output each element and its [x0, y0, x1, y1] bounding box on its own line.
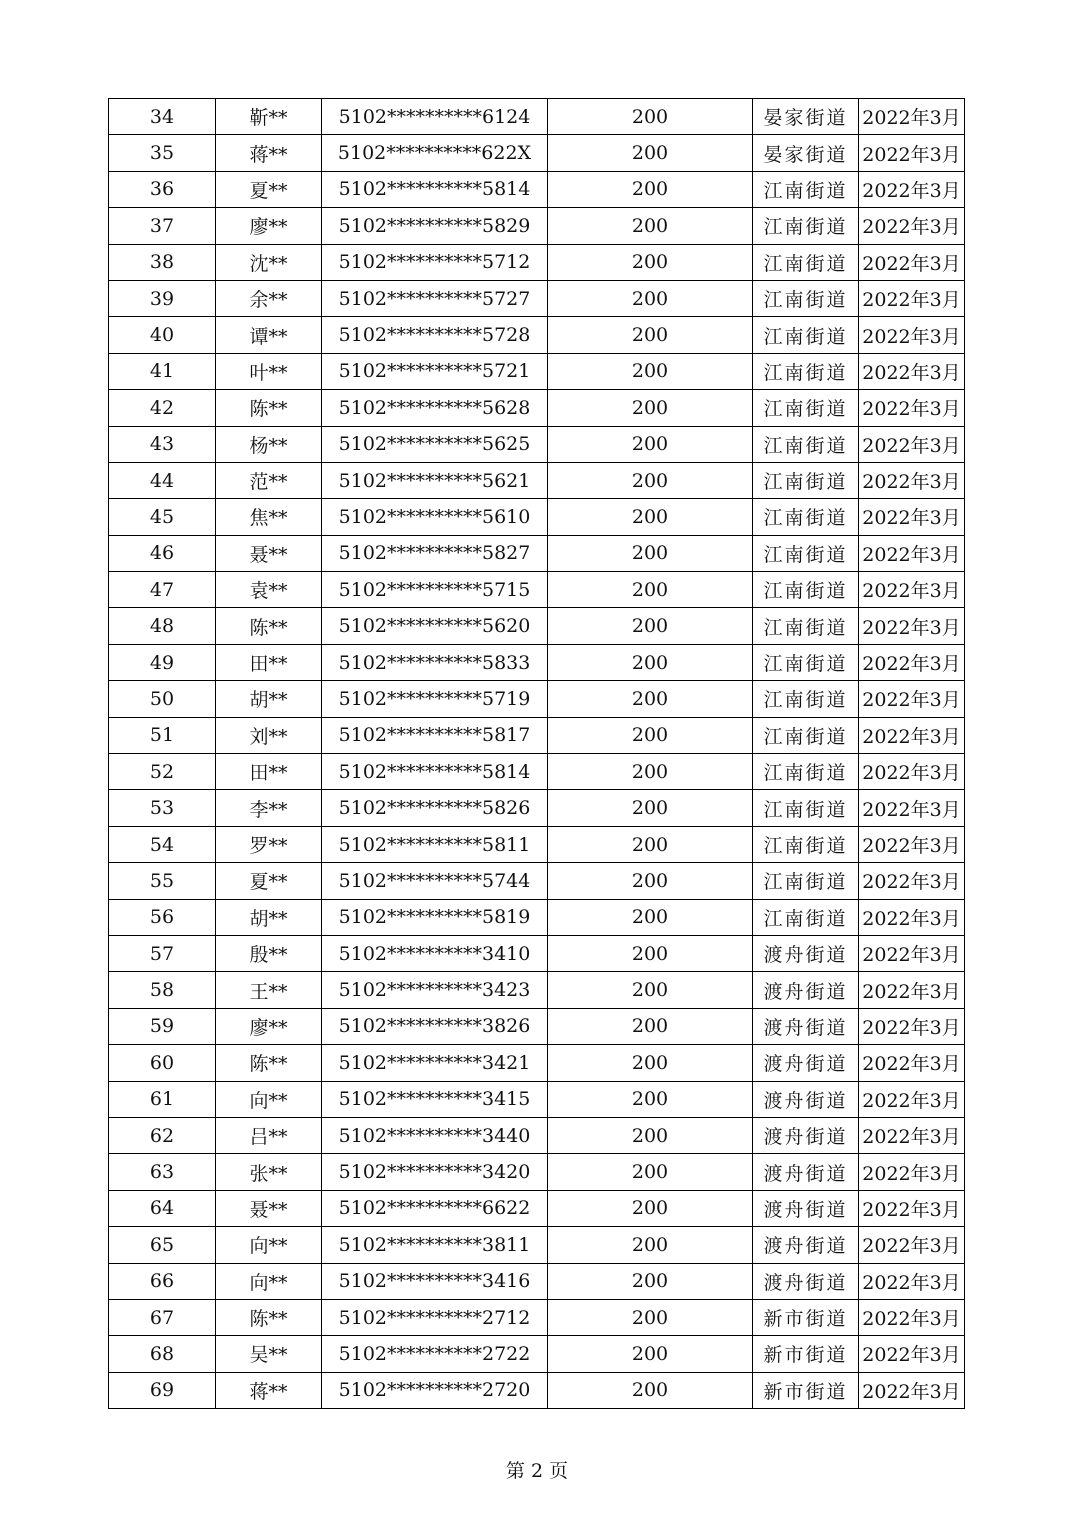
cell-id-number: 5102**********5817 [322, 717, 548, 753]
cell-id-number: 5102**********6622 [322, 1190, 548, 1226]
cell-name: 蒋** [216, 1372, 322, 1408]
cell-amount: 200 [548, 99, 753, 135]
table-row [109, 1008, 965, 1044]
cell-date: 2022年3月 [859, 426, 965, 462]
cell-id-number: 5102**********5811 [322, 826, 548, 862]
cell-name: 聂** [216, 535, 322, 571]
cell-amount: 200 [548, 1008, 753, 1044]
cell-index: 45 [109, 499, 216, 535]
cell-id-number: 5102**********5620 [322, 608, 548, 644]
cell-id-number: 5102**********3423 [322, 972, 548, 1008]
table-row [109, 499, 965, 535]
cell-index: 64 [109, 1190, 216, 1226]
cell-street: 渡舟街道 [753, 1263, 859, 1299]
cell-id-number: 5102**********2712 [322, 1299, 548, 1335]
cell-street: 江南街道 [753, 317, 859, 353]
cell-name: 陈** [216, 1299, 322, 1335]
cell-id-number: 5102**********3420 [322, 1154, 548, 1190]
cell-amount: 200 [548, 499, 753, 535]
cell-index: 52 [109, 754, 216, 790]
table-row [109, 1117, 965, 1153]
table-row [109, 1263, 965, 1299]
cell-date: 2022年3月 [859, 280, 965, 316]
table-row [109, 608, 965, 644]
table-row [109, 1154, 965, 1190]
cell-name: 杨** [216, 426, 322, 462]
cell-date: 2022年3月 [859, 1263, 965, 1299]
cell-name: 焦** [216, 499, 322, 535]
cell-street: 江南街道 [753, 717, 859, 753]
cell-amount: 200 [548, 317, 753, 353]
cell-date: 2022年3月 [859, 99, 965, 135]
cell-name: 谭** [216, 317, 322, 353]
cell-amount: 200 [548, 244, 753, 280]
cell-name: 吕** [216, 1117, 322, 1153]
cell-street: 江南街道 [753, 208, 859, 244]
cell-street: 江南街道 [753, 462, 859, 498]
cell-name: 叶** [216, 353, 322, 389]
cell-index: 62 [109, 1117, 216, 1153]
cell-name: 聂** [216, 1190, 322, 1226]
cell-date: 2022年3月 [859, 1081, 965, 1117]
cell-name: 罗** [216, 826, 322, 862]
table-row [109, 426, 965, 462]
table-row [109, 826, 965, 862]
cell-id-number: 5102**********5621 [322, 462, 548, 498]
cell-street: 江南街道 [753, 280, 859, 316]
cell-name: 余** [216, 280, 322, 316]
table-row [109, 1190, 965, 1226]
cell-index: 67 [109, 1299, 216, 1335]
cell-amount: 200 [548, 717, 753, 753]
cell-date: 2022年3月 [859, 572, 965, 608]
cell-street: 江南街道 [753, 826, 859, 862]
cell-index: 69 [109, 1372, 216, 1408]
cell-street: 江南街道 [753, 426, 859, 462]
cell-date: 2022年3月 [859, 826, 965, 862]
cell-index: 48 [109, 608, 216, 644]
cell-amount: 200 [548, 790, 753, 826]
cell-street: 渡舟街道 [753, 935, 859, 971]
cell-amount: 200 [548, 1081, 753, 1117]
cell-street: 江南街道 [753, 390, 859, 426]
cell-name: 廖** [216, 208, 322, 244]
cell-id-number: 5102**********3826 [322, 1008, 548, 1044]
table-row [109, 1299, 965, 1335]
table-row [109, 935, 965, 971]
cell-id-number: 5102**********5814 [322, 754, 548, 790]
cell-name: 袁** [216, 572, 322, 608]
cell-street: 江南街道 [753, 899, 859, 935]
cell-index: 63 [109, 1154, 216, 1190]
cell-id-number: 5102**********5819 [322, 899, 548, 935]
cell-index: 49 [109, 644, 216, 680]
cell-index: 59 [109, 1008, 216, 1044]
cell-street: 江南街道 [753, 863, 859, 899]
table-row [109, 1045, 965, 1081]
cell-index: 56 [109, 899, 216, 935]
cell-id-number: 5102**********3410 [322, 935, 548, 971]
cell-date: 2022年3月 [859, 135, 965, 171]
table-row [109, 1081, 965, 1117]
cell-date: 2022年3月 [859, 317, 965, 353]
cell-name: 胡** [216, 899, 322, 935]
cell-id-number: 5102**********2722 [322, 1336, 548, 1372]
cell-date: 2022年3月 [859, 390, 965, 426]
cell-name: 向** [216, 1227, 322, 1263]
table-row [109, 317, 965, 353]
cell-amount: 200 [548, 1299, 753, 1335]
cell-id-number: 5102**********5728 [322, 317, 548, 353]
table-row [109, 972, 965, 1008]
cell-name: 田** [216, 644, 322, 680]
cell-index: 38 [109, 244, 216, 280]
cell-street: 渡舟街道 [753, 1081, 859, 1117]
cell-id-number: 5102**********2720 [322, 1372, 548, 1408]
cell-date: 2022年3月 [859, 717, 965, 753]
table-row [109, 280, 965, 316]
cell-id-number: 5102**********5827 [322, 535, 548, 571]
cell-id-number: 5102**********5628 [322, 390, 548, 426]
cell-index: 55 [109, 863, 216, 899]
cell-id-number: 5102**********3811 [322, 1227, 548, 1263]
cell-id-number: 5102**********5712 [322, 244, 548, 280]
cell-name: 沈** [216, 244, 322, 280]
cell-index: 42 [109, 390, 216, 426]
cell-id-number: 5102**********5610 [322, 499, 548, 535]
cell-date: 2022年3月 [859, 353, 965, 389]
cell-amount: 200 [548, 754, 753, 790]
cell-street: 江南街道 [753, 171, 859, 207]
cell-street: 新市街道 [753, 1372, 859, 1408]
recipient-table [108, 98, 965, 1409]
cell-street: 渡舟街道 [753, 1117, 859, 1153]
cell-amount: 200 [548, 135, 753, 171]
cell-name: 夏** [216, 171, 322, 207]
cell-amount: 200 [548, 1045, 753, 1081]
cell-index: 40 [109, 317, 216, 353]
cell-index: 35 [109, 135, 216, 171]
cell-name: 田** [216, 754, 322, 790]
cell-date: 2022年3月 [859, 608, 965, 644]
cell-amount: 200 [548, 208, 753, 244]
cell-id-number: 5102**********5814 [322, 171, 548, 207]
cell-date: 2022年3月 [859, 1372, 965, 1408]
cell-index: 39 [109, 280, 216, 316]
cell-date: 2022年3月 [859, 1299, 965, 1335]
cell-street: 晏家街道 [753, 135, 859, 171]
page-number: 第 2 页 [505, 1460, 569, 1482]
cell-index: 66 [109, 1263, 216, 1299]
cell-id-number: 5102**********3415 [322, 1081, 548, 1117]
cell-date: 2022年3月 [859, 790, 965, 826]
cell-name: 刘** [216, 717, 322, 753]
cell-name: 陈** [216, 390, 322, 426]
cell-date: 2022年3月 [859, 972, 965, 1008]
cell-amount: 200 [548, 1227, 753, 1263]
cell-index: 36 [109, 171, 216, 207]
cell-date: 2022年3月 [859, 1008, 965, 1044]
cell-id-number: 5102**********3440 [322, 1117, 548, 1153]
cell-name: 张** [216, 1154, 322, 1190]
cell-name: 王** [216, 972, 322, 1008]
table-row [109, 135, 965, 171]
cell-id-number: 5102**********5727 [322, 280, 548, 316]
cell-index: 53 [109, 790, 216, 826]
cell-id-number: 5102**********5625 [322, 426, 548, 462]
cell-amount: 200 [548, 972, 753, 1008]
table-body [109, 99, 965, 1409]
cell-amount: 200 [548, 863, 753, 899]
cell-name: 靳** [216, 99, 322, 135]
cell-id-number: 5102**********5744 [322, 863, 548, 899]
cell-amount: 200 [548, 644, 753, 680]
cell-amount: 200 [548, 1190, 753, 1226]
cell-id-number: 5102**********5826 [322, 790, 548, 826]
cell-index: 46 [109, 535, 216, 571]
cell-index: 61 [109, 1081, 216, 1117]
cell-date: 2022年3月 [859, 1190, 965, 1226]
cell-street: 渡舟街道 [753, 1008, 859, 1044]
cell-date: 2022年3月 [859, 171, 965, 207]
table-row [109, 790, 965, 826]
cell-index: 34 [109, 99, 216, 135]
cell-amount: 200 [548, 535, 753, 571]
cell-street: 渡舟街道 [753, 1190, 859, 1226]
cell-id-number: 5102**********5719 [322, 681, 548, 717]
table-row [109, 390, 965, 426]
cell-date: 2022年3月 [859, 1154, 965, 1190]
cell-date: 2022年3月 [859, 899, 965, 935]
cell-date: 2022年3月 [859, 681, 965, 717]
cell-amount: 200 [548, 1372, 753, 1408]
cell-street: 晏家街道 [753, 99, 859, 135]
cell-amount: 200 [548, 353, 753, 389]
cell-id-number: 5102**********5715 [322, 572, 548, 608]
cell-date: 2022年3月 [859, 1045, 965, 1081]
cell-date: 2022年3月 [859, 644, 965, 680]
cell-name: 夏** [216, 863, 322, 899]
cell-amount: 200 [548, 572, 753, 608]
cell-id-number: 5102**********5721 [322, 353, 548, 389]
cell-name: 向** [216, 1081, 322, 1117]
cell-id-number: 5102**********3416 [322, 1263, 548, 1299]
cell-date: 2022年3月 [859, 1336, 965, 1372]
cell-amount: 200 [548, 608, 753, 644]
cell-id-number: 5102**********5829 [322, 208, 548, 244]
cell-amount: 200 [548, 280, 753, 316]
cell-index: 60 [109, 1045, 216, 1081]
cell-street: 江南街道 [753, 353, 859, 389]
cell-id-number: 5102**********622X [322, 135, 548, 171]
cell-date: 2022年3月 [859, 244, 965, 280]
cell-name: 陈** [216, 1045, 322, 1081]
cell-index: 54 [109, 826, 216, 862]
cell-amount: 200 [548, 171, 753, 207]
cell-street: 渡舟街道 [753, 1227, 859, 1263]
cell-name: 李** [216, 790, 322, 826]
table-row [109, 208, 965, 244]
cell-date: 2022年3月 [859, 1117, 965, 1153]
cell-street: 江南街道 [753, 535, 859, 571]
cell-index: 44 [109, 462, 216, 498]
cell-street: 江南街道 [753, 244, 859, 280]
cell-date: 2022年3月 [859, 863, 965, 899]
cell-name: 陈** [216, 608, 322, 644]
table-row [109, 99, 965, 135]
cell-street: 江南街道 [753, 608, 859, 644]
cell-index: 43 [109, 426, 216, 462]
cell-street: 渡舟街道 [753, 1154, 859, 1190]
table-row [109, 353, 965, 389]
cell-amount: 200 [548, 681, 753, 717]
table-row [109, 717, 965, 753]
cell-name: 范** [216, 462, 322, 498]
cell-id-number: 5102**********3421 [322, 1045, 548, 1081]
cell-street: 江南街道 [753, 754, 859, 790]
cell-street: 渡舟街道 [753, 1045, 859, 1081]
cell-index: 41 [109, 353, 216, 389]
table-row [109, 644, 965, 680]
table-row [109, 171, 965, 207]
cell-street: 江南街道 [753, 499, 859, 535]
cell-date: 2022年3月 [859, 935, 965, 971]
cell-name: 胡** [216, 681, 322, 717]
cell-name: 殷** [216, 935, 322, 971]
cell-street: 江南街道 [753, 790, 859, 826]
cell-amount: 200 [548, 462, 753, 498]
cell-index: 65 [109, 1227, 216, 1263]
cell-date: 2022年3月 [859, 754, 965, 790]
table-row [109, 1227, 965, 1263]
cell-street: 新市街道 [753, 1299, 859, 1335]
table-row [109, 1372, 965, 1408]
cell-name: 廖** [216, 1008, 322, 1044]
cell-amount: 200 [548, 1117, 753, 1153]
cell-amount: 200 [548, 826, 753, 862]
cell-street: 江南街道 [753, 681, 859, 717]
cell-amount: 200 [548, 426, 753, 462]
cell-index: 51 [109, 717, 216, 753]
cell-date: 2022年3月 [859, 208, 965, 244]
table-row [109, 681, 965, 717]
cell-amount: 200 [548, 1263, 753, 1299]
cell-street: 渡舟街道 [753, 972, 859, 1008]
table-row [109, 462, 965, 498]
cell-index: 58 [109, 972, 216, 1008]
cell-street: 江南街道 [753, 572, 859, 608]
cell-street: 新市街道 [753, 1336, 859, 1372]
table-row [109, 572, 965, 608]
cell-id-number: 5102**********5833 [322, 644, 548, 680]
table-row [109, 244, 965, 280]
cell-name: 向** [216, 1263, 322, 1299]
cell-index: 47 [109, 572, 216, 608]
cell-date: 2022年3月 [859, 499, 965, 535]
cell-date: 2022年3月 [859, 535, 965, 571]
table-row [109, 863, 965, 899]
cell-date: 2022年3月 [859, 1227, 965, 1263]
cell-index: 50 [109, 681, 216, 717]
cell-index: 37 [109, 208, 216, 244]
table-row [109, 899, 965, 935]
cell-name: 吴** [216, 1336, 322, 1372]
cell-amount: 200 [548, 899, 753, 935]
cell-amount: 200 [548, 1154, 753, 1190]
table-row [109, 754, 965, 790]
cell-amount: 200 [548, 1336, 753, 1372]
cell-date: 2022年3月 [859, 462, 965, 498]
cell-amount: 200 [548, 390, 753, 426]
cell-index: 68 [109, 1336, 216, 1372]
table-row [109, 1336, 965, 1372]
cell-street: 江南街道 [753, 644, 859, 680]
table-row [109, 535, 965, 571]
cell-amount: 200 [548, 935, 753, 971]
cell-index: 57 [109, 935, 216, 971]
cell-id-number: 5102**********6124 [322, 99, 548, 135]
cell-name: 蒋** [216, 135, 322, 171]
